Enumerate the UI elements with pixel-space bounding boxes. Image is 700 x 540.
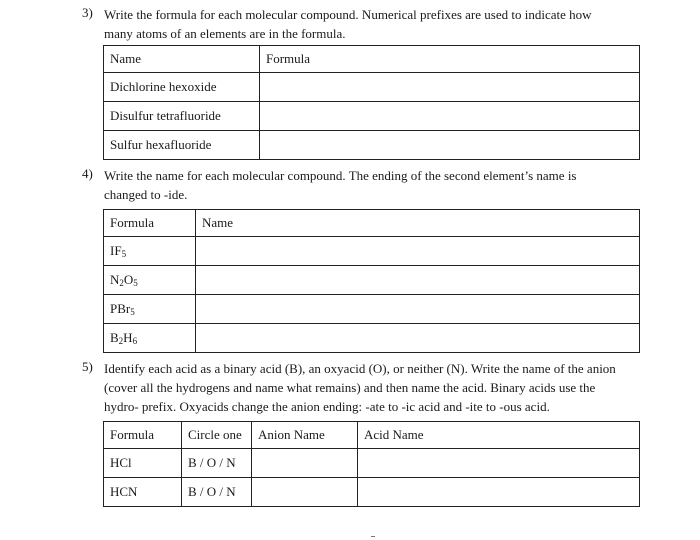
compound-name-cell: Disulfur tetrafluoride [104, 102, 260, 131]
name-answer-cell[interactable] [196, 266, 640, 295]
question-4-prompt [104, 166, 577, 204]
subscript: 2 [119, 278, 124, 288]
subscript: 2 [118, 336, 124, 346]
q5-table [103, 421, 640, 507]
table-row [104, 478, 640, 507]
header-formula: Formula [260, 46, 640, 73]
page-mark [371, 536, 375, 537]
formula-answer-cell[interactable] [260, 73, 640, 102]
question-5-number: 5) [82, 359, 93, 374]
header-circle-one: Circle one [182, 422, 252, 449]
table-header-row [104, 210, 640, 237]
anion-name-answer-cell[interactable] [252, 449, 358, 478]
table-row [104, 131, 640, 160]
question-4-line-1: Write the name for each molecular compound. The ending of the second element’s name is [104, 168, 577, 183]
header-acid-name: Acid Name [358, 422, 640, 449]
table-row [104, 449, 640, 478]
question-4 [82, 166, 682, 206]
table-header-row [104, 422, 640, 449]
header-formula: Formula [104, 210, 196, 237]
circle-one-choice[interactable]: B / O / N [182, 449, 252, 478]
formula-answer-cell[interactable] [260, 102, 640, 131]
compound-name-cell: Dichlorine hexoxide [104, 73, 260, 102]
subscript: 5 [133, 278, 138, 288]
element-symbol: O [123, 272, 134, 287]
formula-cell: HCN [104, 478, 182, 507]
formula-cell: HCl [104, 449, 182, 478]
element-symbol: B [110, 330, 119, 345]
name-answer-cell[interactable] [196, 237, 640, 266]
acid-name-answer-cell[interactable] [358, 449, 640, 478]
question-5-prompt [104, 359, 616, 416]
question-5-line-1: Identify each acid as a binary acid (B), an oxyacid (O), or neither (N). Write the name of the anion [104, 361, 616, 376]
formula-cell [104, 266, 196, 295]
name-answer-cell[interactable] [196, 295, 640, 324]
question-3-line-2: many atoms of an elements are in the formula. [104, 26, 346, 41]
element-symbol: IF [110, 243, 122, 258]
subscript: 5 [130, 307, 135, 317]
formula-cell [104, 324, 196, 353]
question-4-line-2: changed to -ide. [104, 187, 188, 202]
question-5 [82, 359, 692, 419]
table-row [104, 295, 640, 324]
name-answer-cell[interactable] [196, 324, 640, 353]
question-3 [82, 5, 682, 45]
table-row [104, 237, 640, 266]
q4-table [103, 209, 640, 353]
subscript: 6 [132, 336, 138, 346]
question-3-number: 3) [82, 5, 93, 20]
header-anion-name: Anion Name [252, 422, 358, 449]
table-row [104, 102, 640, 131]
compound-name-cell: Sulfur hexafluoride [104, 131, 260, 160]
element-symbol: PBr [110, 301, 131, 316]
table-row [104, 73, 640, 102]
anion-name-answer-cell[interactable] [252, 478, 358, 507]
formula-cell [104, 237, 196, 266]
question-3-line-1: Write the formula for each molecular compound. Numerical prefixes are used to indicate how [104, 7, 592, 22]
question-5-line-3: hydro- prefix. Oxyacids change the anion ending: -ate to -ic acid and -ite to -ous acid. [104, 399, 550, 414]
question-3-prompt [104, 5, 592, 43]
header-formula: Formula [104, 422, 182, 449]
formula-cell [104, 295, 196, 324]
element-symbol: N [110, 272, 120, 287]
subscript: 5 [121, 249, 127, 259]
acid-name-answer-cell[interactable] [358, 478, 640, 507]
circle-one-choice[interactable]: B / O / N [182, 478, 252, 507]
header-name: Name [196, 210, 640, 237]
question-5-line-2: (cover all the hydrogens and name what remains) and then name the acid. Binary acids use the [104, 380, 596, 395]
formula-answer-cell[interactable] [260, 131, 640, 160]
element-symbol: H [123, 330, 133, 345]
table-header-row [104, 46, 640, 73]
table-row [104, 324, 640, 353]
header-name: Name [104, 46, 260, 73]
question-4-number: 4) [82, 166, 93, 181]
table-row [104, 266, 640, 295]
q3-table [103, 45, 640, 160]
